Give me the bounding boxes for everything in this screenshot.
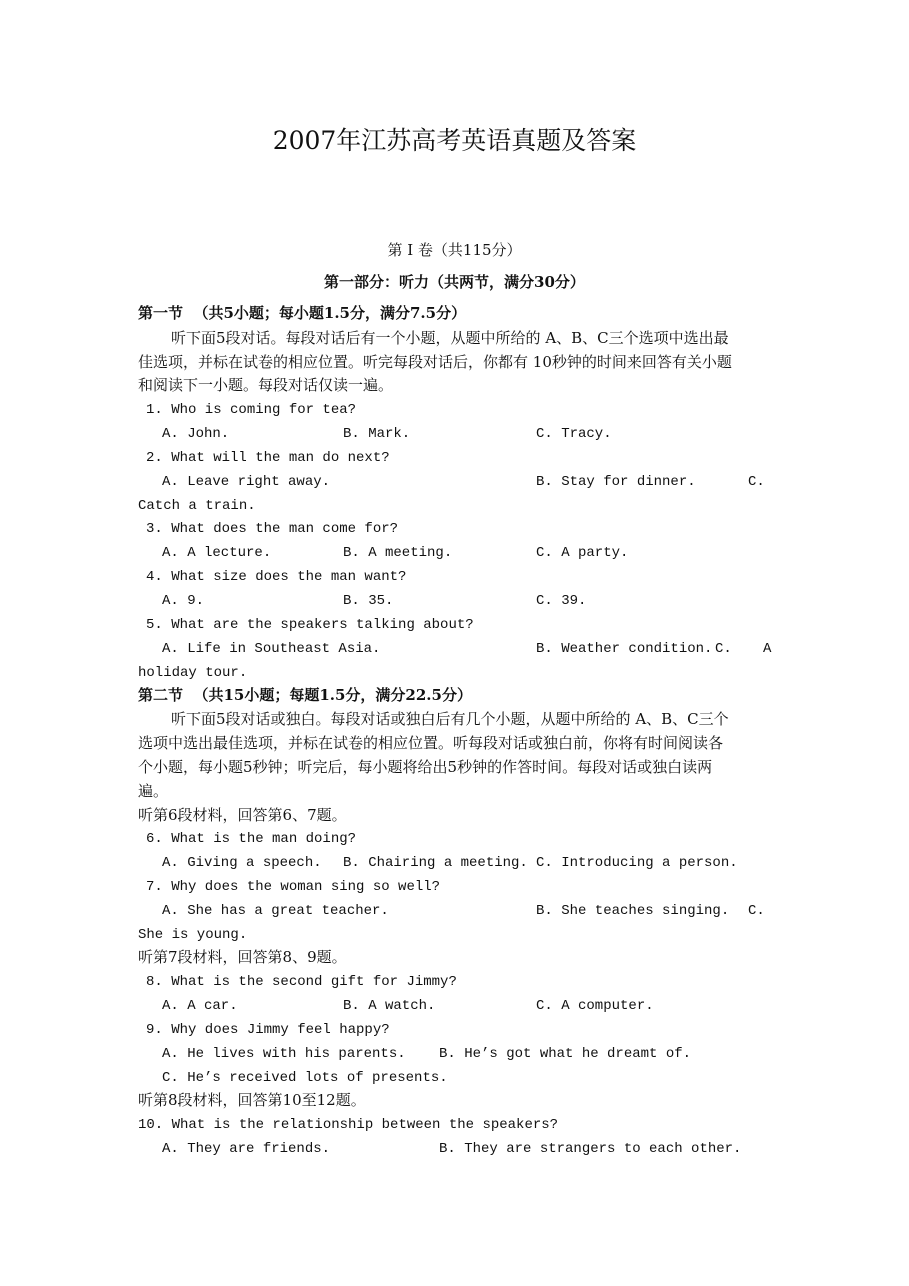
page-title: 2007年江苏高考英语真题及答案 [272,126,637,155]
option-b: B. Chairing a meeting. [343,855,528,871]
question-1: 1. Who is coming for tea? [146,402,357,418]
option-a: A. He lives with his parents. [162,1046,406,1062]
option-c: C. [715,641,732,657]
question-5: 5. What are the speakers talking about? [146,617,474,633]
option-c: C. A computer. [536,998,654,1014]
option-c-text: A [763,641,772,657]
question-7: 7. Why does the woman sing so well? [146,879,441,895]
option-b: B. 35. [343,593,394,609]
option-b: B. A watch. [343,998,436,1014]
part1-heading: 第一部分：听力（共两节，满分30分） [324,273,585,291]
material-heading: 听第7段材料，回答第8、9题。 [138,948,347,966]
option-c: C. He’s received lots of presents. [162,1070,448,1086]
option-b: B. Stay for dinner. [536,474,696,490]
option-a: A. They are friends. [162,1141,331,1157]
option-a: A. 9. [162,593,205,609]
option-a: A. Life in Southeast Asia. [162,641,381,657]
section1-instruction-line: 佳选项，并标在试卷的相应位置。听完每段对话后，你都有 10秒钟的时间来回答有关小题 [138,353,732,371]
section2-instruction-line: 选项中选出最佳选项，并标在试卷的相应位置。听每段对话或独白前，你将有时间阅读各 [138,734,724,752]
question-6: 6. What is the man doing? [146,831,357,847]
section1-instruction-line: 和阅读下一小题。每段对话仅读一遍。 [138,376,394,394]
option-c: C. Tracy. [536,426,612,442]
option-b: B. Weather condition. [536,641,713,657]
option-b: B. He’s got what he dreamt of. [439,1046,692,1062]
section1-heading: 第一节 （共5小题；每小题1.5分，满分7.5分） [138,304,467,322]
section2-instruction-line: 个小题，每小题5秒钟；听完后，每小题将给出5秒钟的作答时间。每段对话或独白读两 [138,758,713,776]
question-3: 3. What does the man come for? [146,521,399,537]
question-9: 9. Why does Jimmy feel happy? [146,1022,390,1038]
option-c: C. [748,474,765,490]
section2-instruction-line: 遍。 [138,782,169,800]
option-b: B. They are strangers to each other. [439,1141,742,1157]
section2-instruction-line: 听下面5段对话或独白。每段对话或独白后有几个小题，从题中所给的 A、B、C三个 [171,710,729,728]
option-a: A. A car. [162,998,238,1014]
option-c-text: Catch a train. [138,498,256,514]
option-c-text: holiday tour. [138,665,248,681]
option-c: C. 39. [536,593,587,609]
volume-heading: 第 I 卷（共115分） [387,241,522,259]
question-8: 8. What is the second gift for Jimmy? [146,974,457,990]
option-a: A. Leave right away. [162,474,331,490]
material-heading: 听第6段材料，回答第6、7题。 [138,806,347,824]
section1-instruction-line: 听下面5段对话。每段对话后有一个小题，从题中所给的 A、B、C三个选项中选出最 [171,329,729,347]
option-c-text: She is young. [138,927,248,943]
section2-heading: 第二节 （共15小题；每题1.5分，满分22.5分） [138,686,472,704]
option-a: A. Giving a speech. [162,855,322,871]
question-2: 2. What will the man do next? [146,450,390,466]
question-10: 10. What is the relationship between the speakers? [138,1117,559,1133]
option-b: B. She teaches singing. [536,903,730,919]
option-b: B. Mark. [343,426,411,442]
option-a: A. John. [162,426,230,442]
option-c: C. [748,903,765,919]
option-b: B. A meeting. [343,545,453,561]
option-c: C. A party. [536,545,629,561]
option-a: A. She has a great teacher. [162,903,389,919]
question-4: 4. What size does the man want? [146,569,407,585]
option-c: C. Introducing a person. [536,855,738,871]
material-heading: 听第8段材料，回答第10至12题。 [138,1091,366,1109]
option-a: A. A lecture. [162,545,272,561]
